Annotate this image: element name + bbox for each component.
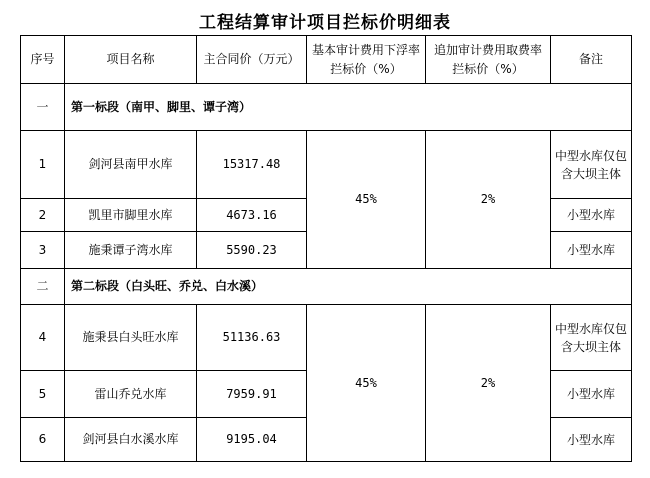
- row-project-name: 施秉谭子湾水库: [65, 232, 197, 269]
- row-price: 15317.48: [197, 131, 307, 199]
- section-index: 二: [21, 269, 65, 305]
- row-price: 7959.91: [197, 371, 307, 418]
- basic-rate-cell: 45%: [307, 305, 426, 462]
- extra-rate-cell: 2%: [426, 131, 551, 269]
- header-contract-price: 主合同价（万元）: [197, 36, 307, 84]
- row-project-name: 施秉县白头旺水库: [65, 305, 197, 371]
- bid-price-table: [20, 35, 632, 462]
- row-seq: 4: [21, 305, 65, 371]
- row-seq: 6: [21, 418, 65, 462]
- row-seq: 1: [21, 131, 65, 199]
- row-price: 4673.16: [197, 199, 307, 232]
- section-row: [21, 269, 632, 305]
- row-project-name: 凯里市脚里水库: [65, 199, 197, 232]
- section-title: 第一标段（南甲、脚里、谭子湾）: [65, 84, 632, 131]
- header-extra-rate: 追加审计费用取费率拦标价（%）: [426, 36, 551, 84]
- row-seq: 5: [21, 371, 65, 418]
- header-basic-rate: 基本审计费用下浮率拦标价（%）: [307, 36, 426, 84]
- row-price: 9195.04: [197, 418, 307, 462]
- row-remark: 中型水库仅包含大坝主体: [551, 305, 632, 371]
- row-price: 51136.63: [197, 305, 307, 371]
- row-seq: 3: [21, 232, 65, 269]
- table-row: [21, 131, 632, 199]
- row-project-name: 剑河县白水溪水库: [65, 418, 197, 462]
- section-title: 第二标段（白头旺、乔兑、白水溪）: [65, 269, 632, 305]
- row-price: 5590.23: [197, 232, 307, 269]
- header-row: [21, 36, 632, 84]
- section-index: 一: [21, 84, 65, 131]
- header-seq: 序号: [21, 36, 65, 84]
- row-remark: 小型水库: [551, 199, 632, 232]
- row-project-name: 雷山乔兑水库: [65, 371, 197, 418]
- header-project-name: 项目名称: [65, 36, 197, 84]
- extra-rate-cell: 2%: [426, 305, 551, 462]
- row-seq: 2: [21, 199, 65, 232]
- section-row: [21, 84, 632, 131]
- table-row: [21, 305, 632, 371]
- basic-rate-cell: 45%: [307, 131, 426, 269]
- row-remark: 小型水库: [551, 371, 632, 418]
- row-remark: 中型水库仅包含大坝主体: [551, 131, 632, 199]
- header-remark: 备注: [551, 36, 632, 84]
- row-remark: 小型水库: [551, 232, 632, 269]
- row-project-name: 剑河县南甲水库: [65, 131, 197, 199]
- row-remark: 小型水库: [551, 418, 632, 462]
- table-title: 工程结算审计项目拦标价明细表: [199, 13, 451, 33]
